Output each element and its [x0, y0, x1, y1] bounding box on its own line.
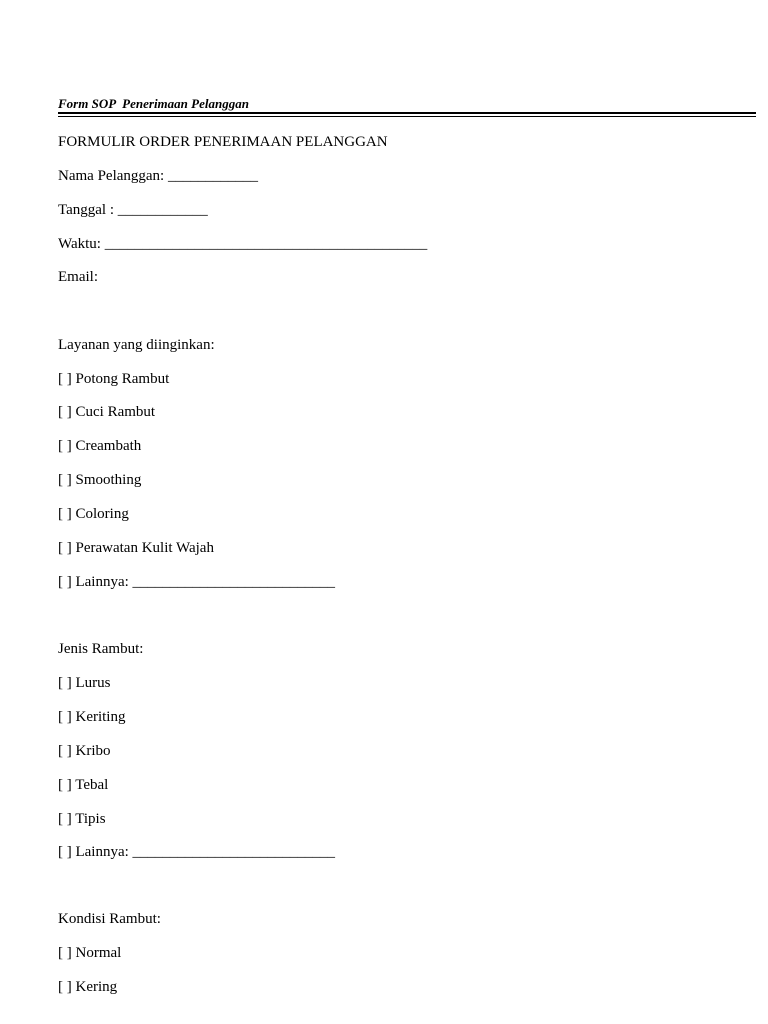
service-option: [ ] Cuci Rambut [58, 404, 156, 420]
hair-type-option: [ ] Lurus [58, 675, 111, 691]
hair-condition-option: [ ] Kering [58, 979, 118, 995]
header-divider [58, 112, 756, 117]
form-title: FORMULIR ORDER PENERIMAAN PELANGGAN [58, 134, 388, 150]
services-heading: Layanan yang diinginkan: [58, 337, 215, 353]
service-option: [ ] Creambath [58, 438, 142, 454]
hair-type-option: [ ] Keriting [58, 709, 126, 725]
hair-condition-option: [ ] Normal [58, 945, 122, 961]
hair-type-option: [ ] Tipis [58, 811, 106, 827]
date-field: Tanggal : ____________ [58, 202, 208, 218]
email-field: Email: [58, 269, 98, 285]
time-field: Waktu: ___________________________________________ [58, 236, 428, 252]
service-option: [ ] Potong Rambut [58, 371, 170, 387]
hair-type-option-other: [ ] Lainnya: ___________________________ [58, 844, 336, 860]
hair-type-option: [ ] Tebal [58, 777, 109, 793]
hair-condition-heading: Kondisi Rambut: [58, 911, 161, 927]
service-option: [ ] Smoothing [58, 472, 142, 488]
customer-name-field: Nama Pelanggan: ____________ [58, 168, 258, 184]
header-title: Form SOP Penerimaan Pelanggan [58, 96, 249, 111]
hair-type-option: [ ] Kribo [58, 743, 111, 759]
service-option: [ ] Perawatan Kulit Wajah [58, 540, 214, 556]
service-option-other: [ ] Lainnya: ___________________________ [58, 574, 336, 590]
service-option: [ ] Coloring [58, 506, 129, 522]
hair-type-heading: Jenis Rambut: [58, 641, 144, 657]
